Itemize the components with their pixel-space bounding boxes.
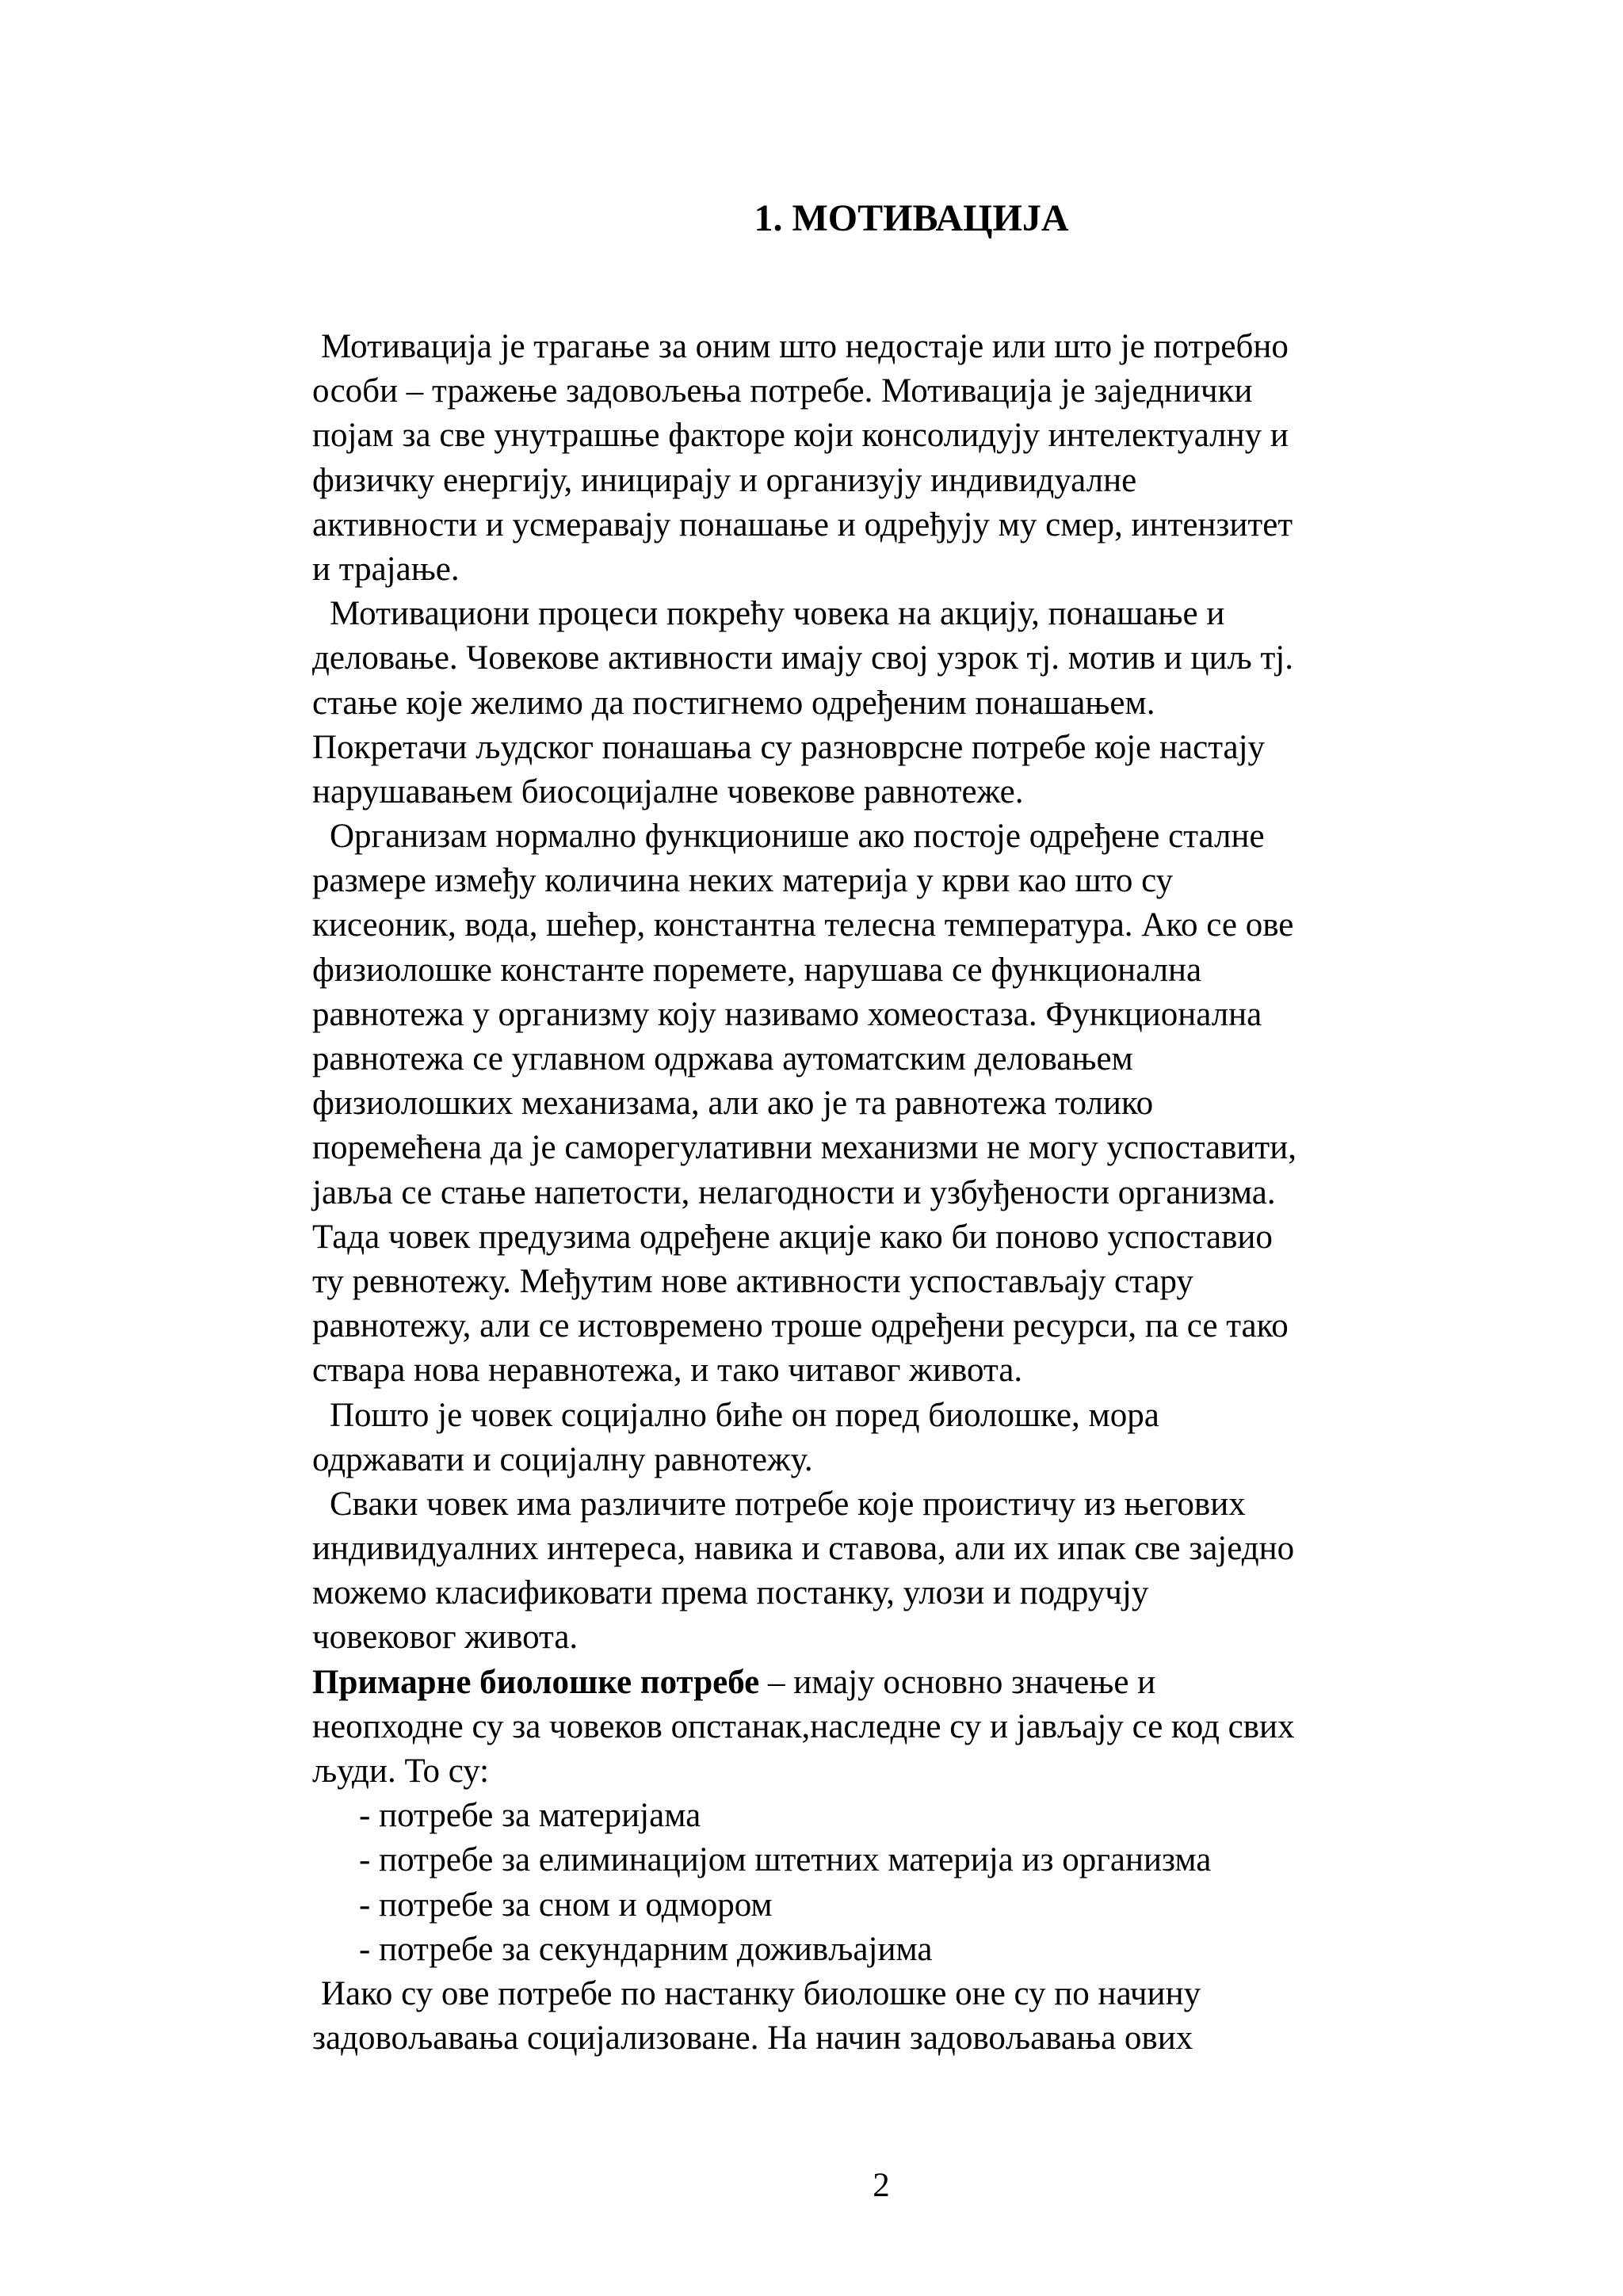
text-line: физиолошке константе поремете, нарушава се функционална [312,951,1202,989]
text-line: равнотежу, али се истовремено троше одређени ресурси, па се тако [312,1307,1289,1345]
text-line: Мотивација је трагање за оним што недостаје или што је потребно [321,328,1289,365]
text-line: Сваки човек има различите потребе које проистичу из његових [330,1485,1246,1523]
text-line: задовољавања социјализоване. На начин задовољавања ових [312,2019,1193,2058]
text-line: особи – тражење задовољења потребе. Мотивација је заједнички [312,372,1253,410]
text-line: кисеоник, вода, шећер, константна телесна температура. Ако се ове [312,906,1294,944]
text-line: Мотивациони процеси покрећу човека на акцију, понашање и [330,595,1225,633]
text-line: јавља се стање напетости, нелагодности и узбуђености организма. [312,1173,1276,1211]
text-line: физиолошких механизама, али ако је та равнотежа толико [312,1085,1154,1123]
text-line: људи. То су: [312,1753,490,1790]
text-line: стање које желимо да постигнемо одређеним понашањем. [312,684,1155,722]
text-line: ствара нова неравнотежа, и тако читавог живота. [312,1352,1023,1390]
text-line: неопходне су за човеков опстанак,наследне су и јављају се код свих [312,1707,1295,1745]
body-text [312,325,1469,2061]
text-line: човековог живота. [312,1619,579,1657]
text-line: ту ревнотежу. Међутим нове активности успостављају стару [312,1262,1193,1300]
text-line: појам за све унутрашње факторе који консолидују интелектуалну и [312,417,1289,455]
text-line: физичку енергију, иницирају и организују индивидуалне [312,461,1137,499]
text-line: Пошто је човек социјално биће он поред биолошке, мора [330,1396,1159,1434]
list-item: - потребе за елиминацијом штетних материја из организма [359,1841,1212,1879]
text-line: Тада човек предузима одређене акције како би поново успоставио [312,1218,1273,1256]
list-item: - потребе за секундарним доживљајима [359,1930,933,1968]
primary-needs-definition: – имају основно значење и [759,1663,1156,1701]
text-line: и трајање. [312,550,460,588]
text-line: поремећена да је саморегулативни механизми не могу успоставити, [312,1129,1296,1167]
page-number: 2 [873,2167,890,2204]
text-line: Покретачи људског понашања су разноврсне потребе које настају [312,728,1266,766]
text-line: активности и усмеравају понашање и одређују му смер, интензитет [312,505,1293,543]
text-line: размере између количина неких материја у крви као што су [312,862,1174,900]
text-line: индивидуалних интереса, навика и ставова, али их ипак све заједно [312,1530,1295,1568]
page-title: 1. МОТИВАЦИЈА [754,197,1069,239]
text-line: деловање. Човекове активности имају свој узрок тј. мотив и циљ тј. [312,639,1293,677]
text-line: Иако су ове потребе по настанку биолошке оне су по начину [321,1974,1201,2012]
text-line: можемо класификовати према постанку, улози и подручју [312,1574,1149,1612]
text-line: Организам нормално функционише ако постоје одређене сталне [330,818,1265,856]
text-line: одржавати и социјалну равнотежу. [312,1440,813,1478]
primary-needs-term: Примарне биолошке потребе [312,1663,760,1701]
list-item: - потребе за материјама [359,1797,701,1835]
list-item: - потребе за сном и одмором [359,1886,773,1924]
text-line: равнотежа у организму коју називамо хомеостаза. Функционална [312,995,1262,1033]
text-line: равнотежа се углавном одржава аутоматским деловањем [312,1040,1133,1077]
text-line: нарушавањем биосоцијалне човекове равнотеже. [312,772,1024,810]
primary-needs-line [312,1661,1469,1705]
